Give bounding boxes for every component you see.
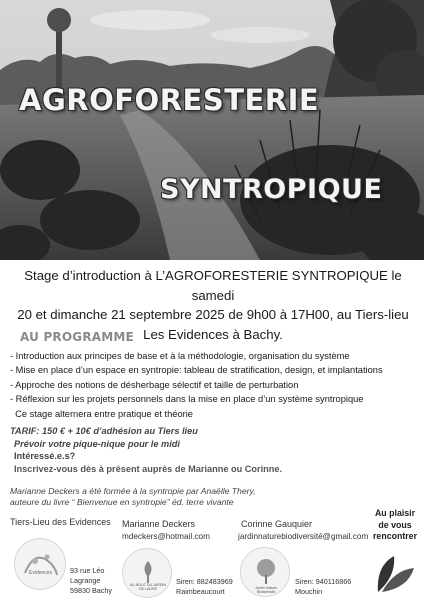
- evidences-logo-text: Evidences: [29, 570, 53, 576]
- jardin-nature-logo: [240, 547, 290, 597]
- tiers-lieu-address-1: 93 rue Léo: [70, 566, 105, 575]
- picnic-note: Prévoir votre pique-nique pour le midi: [14, 438, 180, 449]
- program-item: - Mise en place d’un espace en syntropie: tableau de stratification, design, et implantations: [10, 365, 383, 376]
- tiers-lieu-name: Tiers-Lieu des Evidences: [10, 517, 111, 527]
- intro-line: 20 et dimanche 21 septembre 2025 de 9h00 à 17H00, au Tiers-lieu: [17, 307, 409, 322]
- bio-line: auteure du livre “ Bienvenue en syntropie” éd. terre vivante: [10, 497, 234, 508]
- marianne-email: mdeckers@hotmail.com: [122, 532, 210, 541]
- intro-line: Les Evidences à Bachy.: [143, 326, 283, 342]
- marianne-siren: Siren: 882483969: [176, 577, 233, 586]
- program-item: Ce stage alternera entre pratique et théorie: [10, 408, 193, 419]
- corinne-city: Mouchin: [295, 587, 323, 596]
- garden-photo-image: [0, 0, 424, 260]
- program-item: - Réflexion sur les projets personnels dans la mise en place d’un système syntropique: [10, 394, 364, 405]
- hero-photo: [0, 0, 424, 260]
- corinne-name: Corinne Gauquier: [241, 519, 313, 529]
- closing-line: rencontrer: [373, 531, 417, 541]
- bio-line: Marianne Deckers a été formée à la syntropie par Anaëlle Thery,: [10, 486, 256, 496]
- intro-line: Stage d’introduction à L’AGROFORESTERIE SYNTROPIQUE le samedi: [24, 268, 402, 303]
- closing-note: [368, 508, 422, 543]
- tiers-lieu-address-2: Lagrange: [70, 576, 101, 585]
- jardin-de-laure-logo: [122, 548, 172, 598]
- leaves-icon: [372, 552, 418, 594]
- marianne-name: Marianne Deckers: [122, 519, 196, 529]
- corinne-email: jardinnaturebiodiversité@gmail.com: [238, 532, 369, 541]
- interest-question: Intéressé.e.s?: [14, 451, 76, 462]
- trainer-bio: [10, 486, 410, 509]
- tarif-text: TARIF: 150 € + 10€ d’adhésion au Tiers lieu: [10, 426, 198, 436]
- signup-text: Inscrivez-vous dès à présent auprès de Marianne ou Corinne.: [14, 463, 283, 474]
- corinne-siren: Siren: 940116866: [295, 577, 352, 586]
- closing-line: de vous: [378, 519, 412, 530]
- hero-title-line2: SYNTROPIQUE: [160, 174, 383, 205]
- program-item: - Introduction aux principes de base et à la méthodologie, organisation du système: [10, 351, 350, 361]
- plant-logo-icon: [123, 549, 173, 599]
- marianne-city: Raimbeaucourt: [176, 587, 225, 596]
- evidences-logo-icon: [15, 539, 67, 591]
- practical-info: [10, 425, 420, 475]
- program-list: [10, 349, 420, 421]
- program-heading: AU PROGRAMME: [20, 330, 134, 344]
- jardin-nature-logo-text: Jardin Nature Biodiversité: [255, 586, 277, 594]
- program-item: - Approche des notions de désherbage sélectif et taille de perturbation: [10, 379, 299, 390]
- evidences-logo: [14, 538, 66, 590]
- jardin-de-laure-logo-text: AU BOUT DU JARDIN DE LAURE: [129, 583, 167, 591]
- tiers-lieu-address-3: 59830 Bachy: [70, 586, 112, 595]
- closing-line: Au plaisir: [374, 508, 416, 518]
- hero-title-line1: AGROFORESTERIE: [19, 83, 320, 117]
